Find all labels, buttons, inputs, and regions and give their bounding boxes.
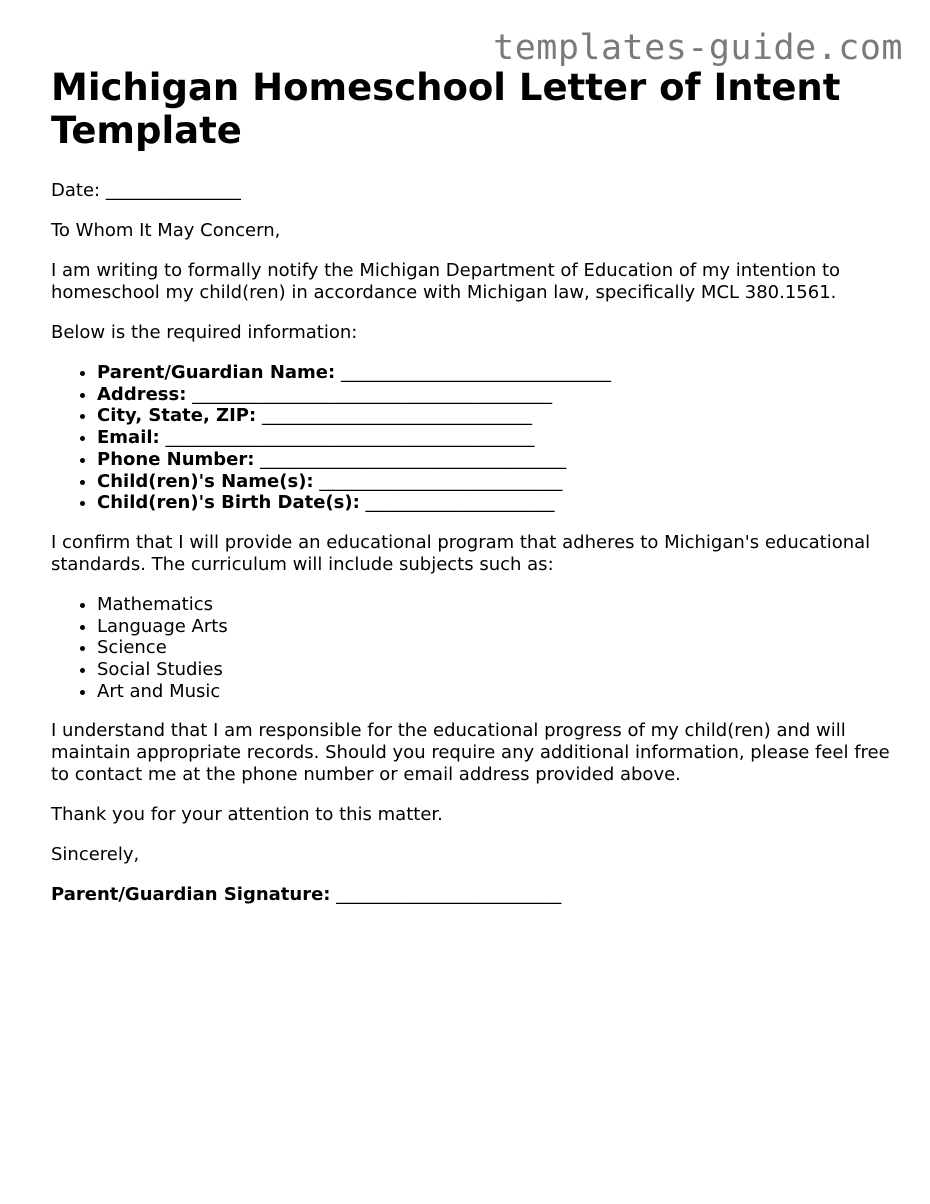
field-phone bbox=[97, 449, 891, 471]
field-email bbox=[97, 427, 891, 449]
responsibility-paragraph: I understand that I am responsible for the educational progress of my child(ren) and will maintain appropriate records. Should you require any additional information, please feel free to contact me at the phone number or email address provided above. bbox=[51, 720, 890, 786]
thanks-line: Thank you for your attention to this matter. bbox=[51, 804, 443, 826]
closing-line: Sincerely, bbox=[51, 844, 140, 866]
date-label: Date: bbox=[51, 180, 101, 201]
signature-blank: _________________________ bbox=[336, 884, 562, 906]
date-line bbox=[51, 180, 891, 202]
date-blank: _______________ bbox=[105, 180, 241, 201]
list-item: • Language Arts bbox=[97, 616, 891, 638]
field-blank: __________________________________ bbox=[260, 448, 567, 470]
field-blank: _________________________________________ bbox=[165, 427, 535, 449]
field-children-names bbox=[97, 471, 891, 493]
field-label: City, State, ZIP: bbox=[97, 405, 257, 427]
required-fields-list bbox=[51, 362, 891, 514]
field-label: Child(ren)'s Birth Date(s): bbox=[97, 492, 360, 514]
list-item: • Social Studies bbox=[97, 659, 891, 681]
list-item: • Science bbox=[97, 637, 891, 659]
signature-label: Parent/Guardian Signature: bbox=[51, 884, 331, 906]
field-birth-dates bbox=[97, 492, 891, 514]
intro-paragraph: I am writing to formally notify the Michigan Department of Education of my intention to homeschool my child(ren) in accordance with Michigan law, specifically MCL 380.1561. bbox=[51, 260, 841, 303]
field-label: Address: bbox=[97, 383, 187, 405]
list-item: • Mathematics bbox=[97, 594, 891, 616]
field-label: Parent/Guardian Name: bbox=[97, 362, 336, 383]
signature-line bbox=[51, 884, 891, 906]
field-address bbox=[97, 384, 891, 406]
field-blank: ______________________________ bbox=[261, 405, 532, 427]
subjects-list bbox=[51, 594, 891, 703]
field-blank: _____________________ bbox=[365, 492, 555, 514]
salutation: To Whom It May Concern, bbox=[51, 220, 281, 241]
field-label: Child(ren)'s Name(s): bbox=[97, 470, 314, 492]
field-blank: ______________________________ bbox=[340, 362, 611, 383]
field-blank: ___________________________ bbox=[319, 470, 563, 492]
page-title: Michigan Homeschool Letter of Intent Template bbox=[51, 66, 841, 152]
field-parent-name bbox=[97, 362, 891, 384]
letter-document bbox=[51, 66, 891, 906]
watermark: templates-guide.com bbox=[493, 28, 903, 68]
field-label: Phone Number: bbox=[97, 448, 255, 470]
field-city-state-zip bbox=[97, 405, 891, 427]
field-label: Email: bbox=[97, 427, 160, 449]
confirm-paragraph: I confirm that I will provide an educational program that adheres to Michigan's educational standards. The curriculum will include subjects such as: bbox=[51, 531, 871, 575]
field-blank: ________________________________________ bbox=[192, 383, 553, 405]
info-lead: Below is the required information: bbox=[51, 322, 358, 343]
list-item: • Art and Music bbox=[97, 681, 891, 703]
